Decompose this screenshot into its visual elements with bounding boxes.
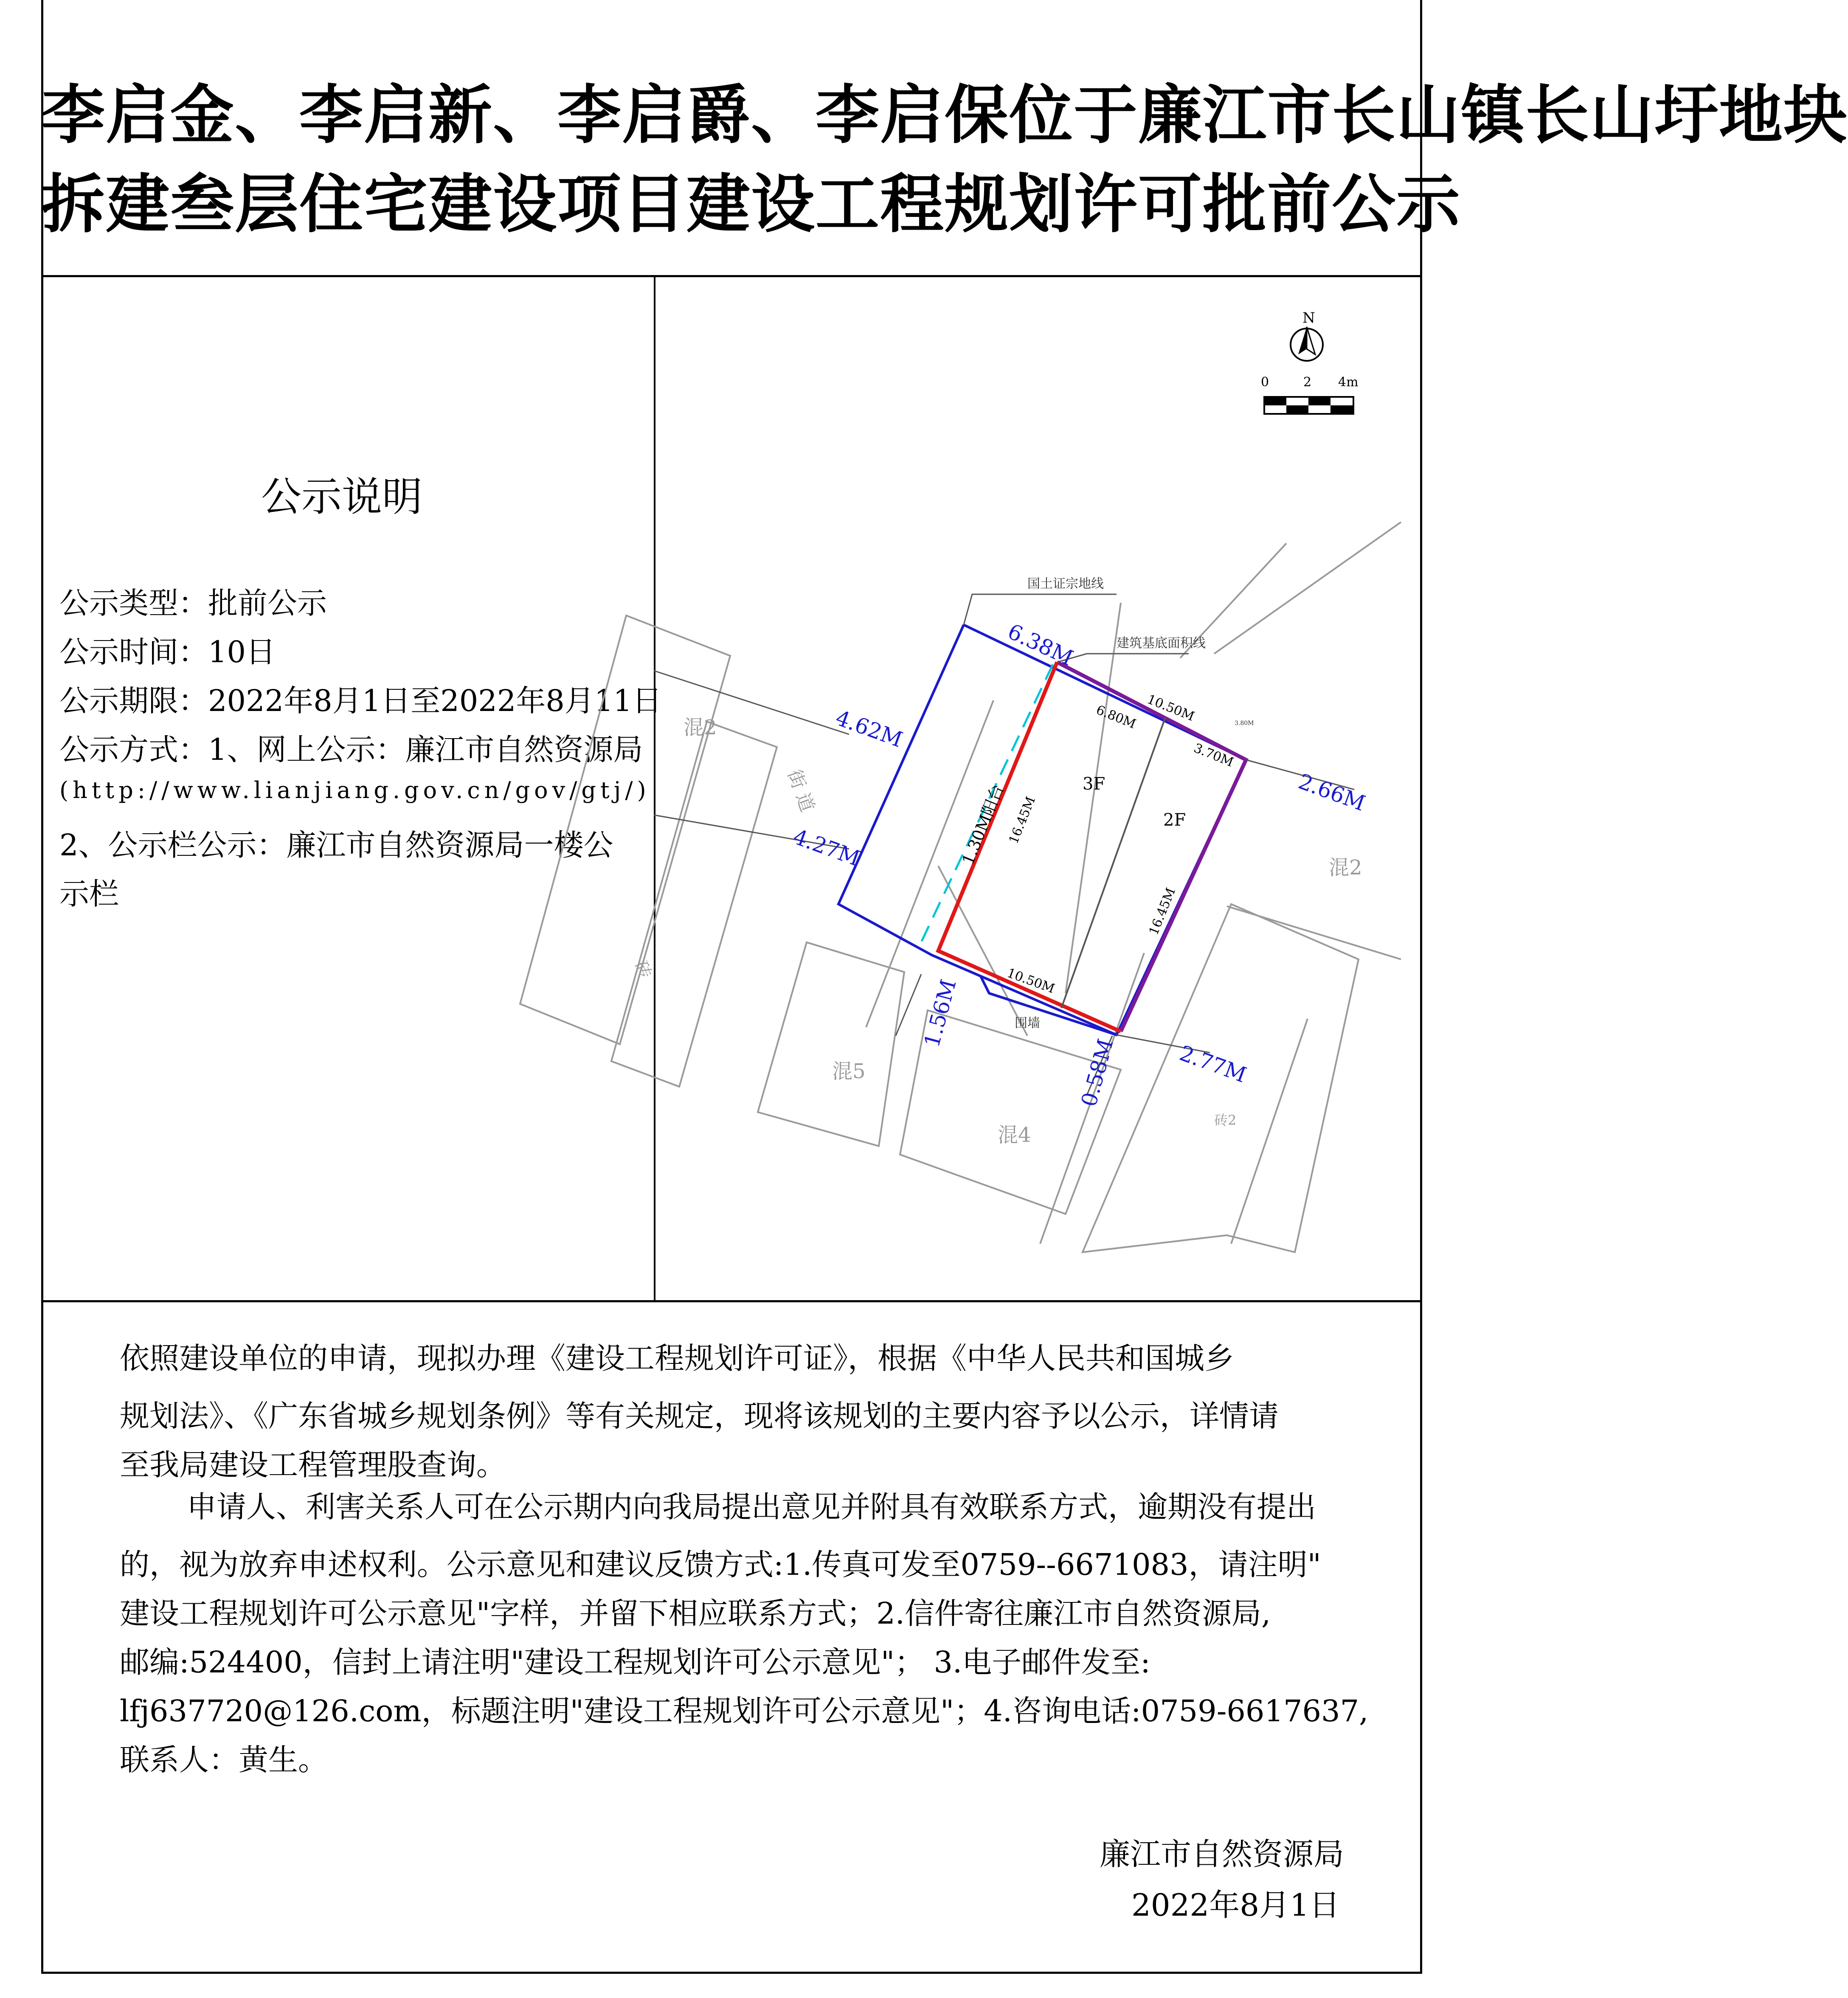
notice-heading: 公示说明: [261, 474, 423, 520]
label-neighbor-6: 砖2: [1214, 1112, 1237, 1128]
dim-10-50-top: 10.50M: [1145, 691, 1197, 725]
label-wall: 围墙: [1015, 1016, 1040, 1031]
notice-duration: 公示时间：10日: [59, 635, 276, 669]
label-floors-2: 2F: [1163, 810, 1186, 830]
dim-2-77: 2.77M: [1176, 1040, 1250, 1088]
dim-10-50-bottom: 10.50M: [1005, 965, 1057, 997]
title-line-1: 李启金、李启新、李启爵、李启保位于廉江市长山镇长山圩地块: [41, 79, 1848, 152]
body-paragraph-1-line-2: 规划法》、《广东省城乡规划条例》等有关规定，现将该规划的主要内容予以公示，详情请: [120, 1399, 1279, 1433]
north-arrow-icon: [1291, 309, 1323, 361]
dim-3-70: 3.70M: [1192, 740, 1236, 770]
label-neighbor-4: 混4: [998, 1123, 1031, 1147]
body-paragraph-1-line-3: 至我局建设工程管理股查询。: [120, 1447, 506, 1482]
label-floors-3: 3F: [1083, 774, 1105, 794]
body-paragraph-2-line-6: 联系人：黄生。: [120, 1742, 328, 1777]
notice-method-2a: 2、公示栏公示：廉江市自然资源局一楼公: [59, 828, 613, 863]
scale-label-0: 0: [1261, 375, 1269, 390]
label-neighbor-2: 混2: [1329, 856, 1362, 880]
dim-2-66: 2.66M: [1295, 769, 1369, 816]
dim-16-45-right: 16.45M: [1146, 885, 1179, 937]
body-paragraph-2-line-4: 邮编:524400，信封上请注明"建设工程规划许可公示意见"； 3.电子邮件发至:: [120, 1645, 1150, 1680]
dim-4-27: 4.27M: [790, 824, 864, 871]
land-boundary: [838, 625, 1246, 1035]
notice-period: 公示期限：2022年8月1日至2022年8月11日: [59, 683, 662, 718]
north-label: N: [1302, 309, 1315, 326]
body-paragraph-2-line-1: 申请人、利害关系人可在公示期内向我局提出意见并附具有效联系方式，逾期没有提出: [187, 1489, 1316, 1524]
signature-date: 2022年8月1日: [1131, 1887, 1340, 1923]
dim-6-80: 6.80M: [1094, 702, 1138, 732]
label-building-line: 建筑基底面积线: [1117, 636, 1206, 651]
scale-bar: [1261, 375, 1359, 414]
label-neighbor-1: 混2: [684, 716, 717, 739]
notice-type: 公示类型：批前公示: [59, 586, 327, 621]
leader-lines: [654, 594, 1354, 1095]
scale-label-4: 4m: [1338, 375, 1359, 390]
body-paragraph-1-line-1: 依照建设单位的申请，现拟办理《建设工程规划许可证》，根据《中华人民共和国城乡: [120, 1341, 1234, 1376]
dim-0-58: 0.58M: [1076, 1036, 1118, 1110]
label-balcony: 1.30M阳台: [958, 781, 1008, 868]
scale-label-2: 2: [1303, 375, 1312, 390]
label-neighbor-5: 砖: [630, 958, 655, 981]
signature-org: 廉江市自然资源局: [1100, 1836, 1345, 1872]
dim-4-62: 4.62M: [832, 705, 906, 752]
dim-1-56: 1.56M: [919, 977, 961, 1050]
notice-method-2b: 示栏: [59, 877, 119, 911]
body-paragraph-2-line-2: 的，视为放弃申述权利。公示意见和建议反馈方式:1.传真可发至0759--6671083，请注明": [120, 1547, 1321, 1582]
notice-method-1: 公示方式：1、网上公示：廉江市自然资源局: [59, 732, 643, 767]
label-land-line: 国土证宗地线: [1027, 576, 1104, 591]
label-street: 街 道: [783, 767, 819, 815]
body-paragraph-2-line-5: lfj637720@126.com，标题注明"建设工程规划许可公示意见"；4.咨询电话:0759-6617637,: [120, 1694, 1369, 1728]
label-tiny: 3.80M: [1235, 720, 1254, 727]
title-line-2: 拆建叁层住宅建设项目建设工程规划许可批前公示: [41, 168, 1461, 242]
dim-6-38: 6.38M: [1004, 619, 1077, 671]
dim-16-45-left: 16.45M: [1006, 794, 1039, 846]
body-paragraph-2-line-3: 建设工程规划许可公示意见"字样，并留下相应联系方式；2.信件寄往廉江市自然资源局,: [120, 1596, 1271, 1631]
notice-method-url: (http://www.lianjiang.gov.cn/gov/gtj/): [59, 777, 650, 804]
label-neighbor-3: 混5: [832, 1059, 866, 1083]
